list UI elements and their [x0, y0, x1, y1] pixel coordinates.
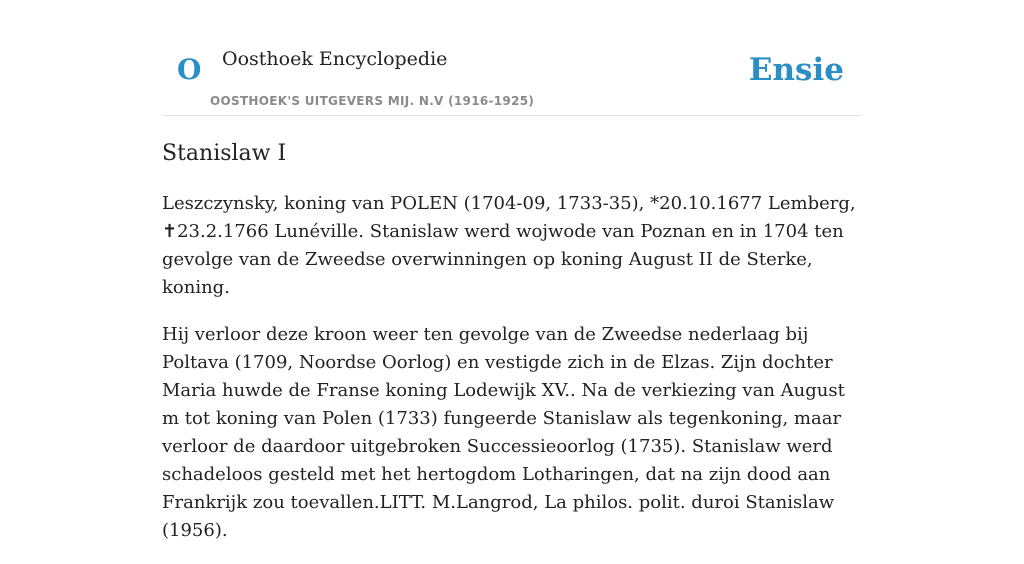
book-logo[interactable]: O [177, 53, 202, 86]
publisher-label: OOSTHOEK'S UITGEVERS MIJ. N.V (1916-1925) [210, 94, 535, 108]
book-title-link[interactable]: Oosthoek Encyclopedie [222, 48, 448, 70]
entry-title: Stanislaw I [162, 141, 287, 166]
entry-content [162, 138, 866, 564]
ensie-logo-link[interactable]: Ensie [748, 52, 844, 88]
header [162, 40, 862, 116]
entry-paragraph: Leszczynsky, koning van POLEN (1704-09, 1733-35), *20.10.1677 Lemberg, ✝23.2.1766 Lunéville. Stanislaw werd wojwode van Poznan en in 1704 ten gevolge van de Zweedse overwinningen op koning August II de Sterke, koning. [162, 193, 856, 298]
entry-paragraph: Hij verloor deze kroon weer ten gevolge van de Zweedse nederlaag bij Poltava (1709, Noordse Oorlog) en vestigde zich in de Elzas. Zijn dochter Maria huwde de Franse koning Lodewijk XV.. Na de verkiezing van August m tot koning van Polen (1733) fungeerde Stanislaw als tegenkoning, maar verloor de daardoor uitgebroken Successieoorlog (1735). Stanislaw werd schadeloos gesteld met het hertogdom Lotharingen, dat na zijn dood aan Frankrijk zou toevallen.LITT. M.Langrod, La philos. polit. duroi Stanislaw (1956). [162, 324, 845, 541]
